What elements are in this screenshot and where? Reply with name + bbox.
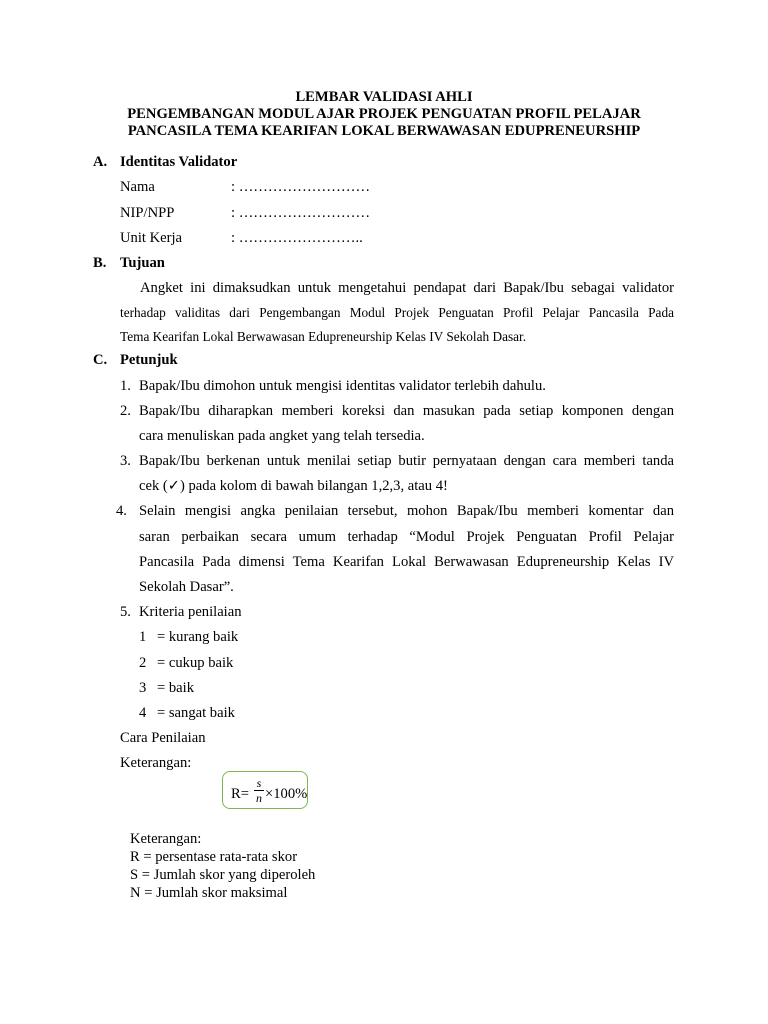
tujuan-line-3: Tema Kearifan Lokal Berwawasan Edupreneurship Kelas IV Sekolah Dasar. — [120, 329, 527, 344]
section-a-heading: Identitas Validator — [120, 154, 238, 170]
instruction-number: 3. — [120, 453, 131, 469]
keterangan-label: Keterangan: — [120, 755, 192, 771]
criteria-score: 1 — [139, 629, 147, 645]
instruction-line: Kriteria penilaian — [139, 604, 242, 620]
instruction-line: cara menuliskan pada angket yang telah tersedia. — [139, 428, 425, 444]
formula-fraction — [254, 777, 264, 804]
doc-title-line-3: PANCASILA TEMA KEARIFAN LOKAL BERWAWASAN EDUPRENEURSHIP — [127, 123, 641, 139]
instruction-number: 4. — [116, 503, 127, 519]
instruction-line: Bapak/Ibu diharapkan memberi koreksi dan masukan pada setiap komponen dengan — [139, 403, 674, 419]
instruction-line: Selain mengisi angka penilaian tersebut, mohon Bapak/Ibu memberi komentar dan — [139, 503, 674, 519]
instruction-number: 5. — [120, 604, 131, 620]
section-c-heading: Petunjuk — [120, 352, 178, 368]
instruction-line: Bapak/Ibu berkenan untuk menilai setiap butir pernyataan dengan cara memberi tanda — [139, 453, 674, 469]
section-c-letter: C. — [93, 352, 108, 368]
criteria-score: 4 — [139, 705, 147, 721]
formula-numerator: s — [256, 776, 262, 790]
criteria-description: = baik — [157, 680, 195, 696]
instruction-line: Pancasila Pada dimensi Tema Kearifan Lokal Berwawasan Edupreneurship Kelas IV — [139, 554, 674, 570]
instruction-line: cek (✓) pada kolom di bawah bilangan 1,2,3, atau 4! — [139, 478, 448, 494]
formula-rhs: ×100% — [265, 786, 308, 802]
instruction-line: Sekolah Dasar”. — [139, 579, 234, 595]
legend-title: Keterangan: — [130, 831, 202, 847]
formula — [230, 776, 308, 806]
criteria-score: 2 — [139, 655, 147, 671]
criteria-description: = cukup baik — [157, 655, 234, 671]
instruction-line: saran perbaikan secara umum terhadap “Modul Projek Penguatan Profil Pelajar — [139, 529, 674, 545]
section-b-letter: B. — [93, 255, 107, 271]
tujuan-line-2: terhadap validitas dari Pengembangan Modul Projek Penguatan Profil Pelajar Pancasila Pada — [120, 305, 674, 320]
criteria-score: 3 — [139, 680, 147, 696]
field-label-nama: Nama — [120, 179, 155, 195]
formula-lhs: R= — [231, 786, 249, 802]
cara-penilaian-label: Cara Penilaian — [120, 730, 206, 746]
field-value-unit-kerja: : …………………….. — [231, 230, 363, 246]
legend-item: R = persentase rata-rata skor — [130, 849, 298, 865]
instruction-number: 2. — [120, 403, 131, 419]
doc-title-line-1: LEMBAR VALIDASI AHLI — [295, 89, 473, 105]
criteria-description: = sangat baik — [157, 705, 235, 721]
tujuan-line-1: Angket ini dimaksudkan untuk mengetahui pendapat dari Bapak/Ibu sebagai validator — [140, 280, 674, 296]
field-label-nip: NIP/NPP — [120, 205, 175, 221]
section-b-heading: Tujuan — [120, 255, 165, 271]
field-label-unit-kerja: Unit Kerja — [120, 230, 183, 246]
legend-item: S = Jumlah skor yang diperoleh — [130, 867, 316, 883]
field-value-nama: : ……………………… — [231, 179, 371, 195]
criteria-description: = kurang baik — [157, 629, 239, 645]
instruction-number: 1. — [120, 378, 131, 394]
doc-title-line-2: PENGEMBANGAN MODUL AJAR PROJEK PENGUATAN PROFIL PELAJAR — [127, 106, 641, 122]
field-value-nip: : ……………………… — [231, 205, 371, 221]
formula-denominator: n — [256, 791, 262, 805]
section-a-letter: A. — [93, 154, 108, 170]
instruction-line: Bapak/Ibu dimohon untuk mengisi identitas validator terlebih dahulu. — [139, 378, 546, 394]
legend-item: N = Jumlah skor maksimal — [130, 885, 288, 901]
